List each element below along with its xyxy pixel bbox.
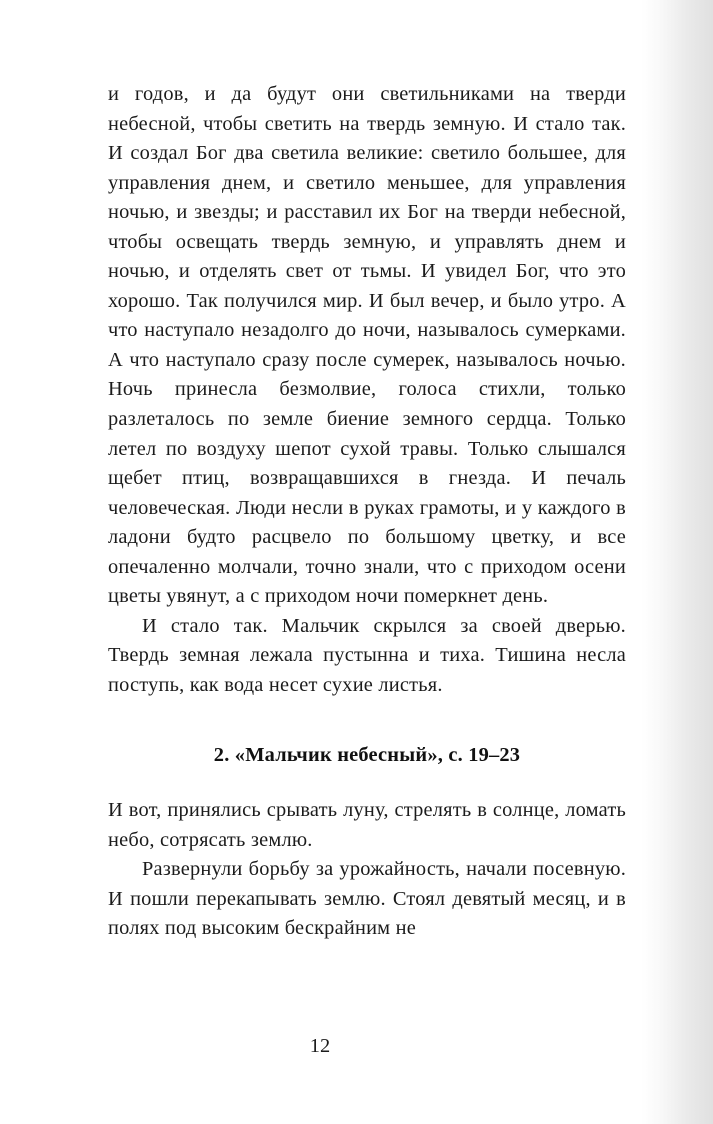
paragraph-i-stalo-tak: И стало так. Мальчик скрылся за своей дверью. Твердь земная лежала пустынна и тиха. Тишина несла поступь, как вода несет сухие листья. [108,614,626,696]
paragraph-i-vot: И вот, принялись срывать луну, стрелять в солнце, ломать небо, сотрясать землю. [108,799,626,851]
paragraph-continued: и годов, и да будут они светильниками на тверди небесной, чтобы светить на твердь земную. И стало так. И создал Бог два светила великие: светило большее, для управления днем, и светило меньшее, для управления ночью, и звезды; и расставил их Бог на тверди небесной, чтобы освещать твердь земную, и управлять днем и ночью, и отделять свет от тьмы. И увидел Бог, что это хорошо. Так получился мир. И был вечер, и было утро. А что наступало незадолго до ночи, называлось сумерками. А что наступало сразу после сумерек, называлось ночью. Ночь принесла безмолвие, голоса стихли, только разлеталось по земле биение земного сердца. Только летел по воздуху шепот сухой травы. Только слышался щебет птиц, возвращавшихся в гнезда. И печаль человеческая. Люди несли в руках грамоты, и у каждого в ладони будто расцвело по большому цветку, и все опечаленно молчали, точно знали, что с приходом осени цветы увянут, а с приходом ночи померкнет день. [108,83,626,608]
spacer-after-heading [108,771,626,796]
text-column [108,80,626,944]
section-heading: 2. «Мальчик небесный», с. 19–23 [213,744,521,767]
paragraph-razvernuli: Развернули борьбу за урожайность, начали посевную. И пошли перекапывать землю. Стоял девятый месяц, и в полях под высоким бескрайним не [108,858,626,940]
page-number: 12 [309,1035,331,1057]
page-fold-shadow [641,0,713,1124]
spacer-before-heading [108,700,626,741]
